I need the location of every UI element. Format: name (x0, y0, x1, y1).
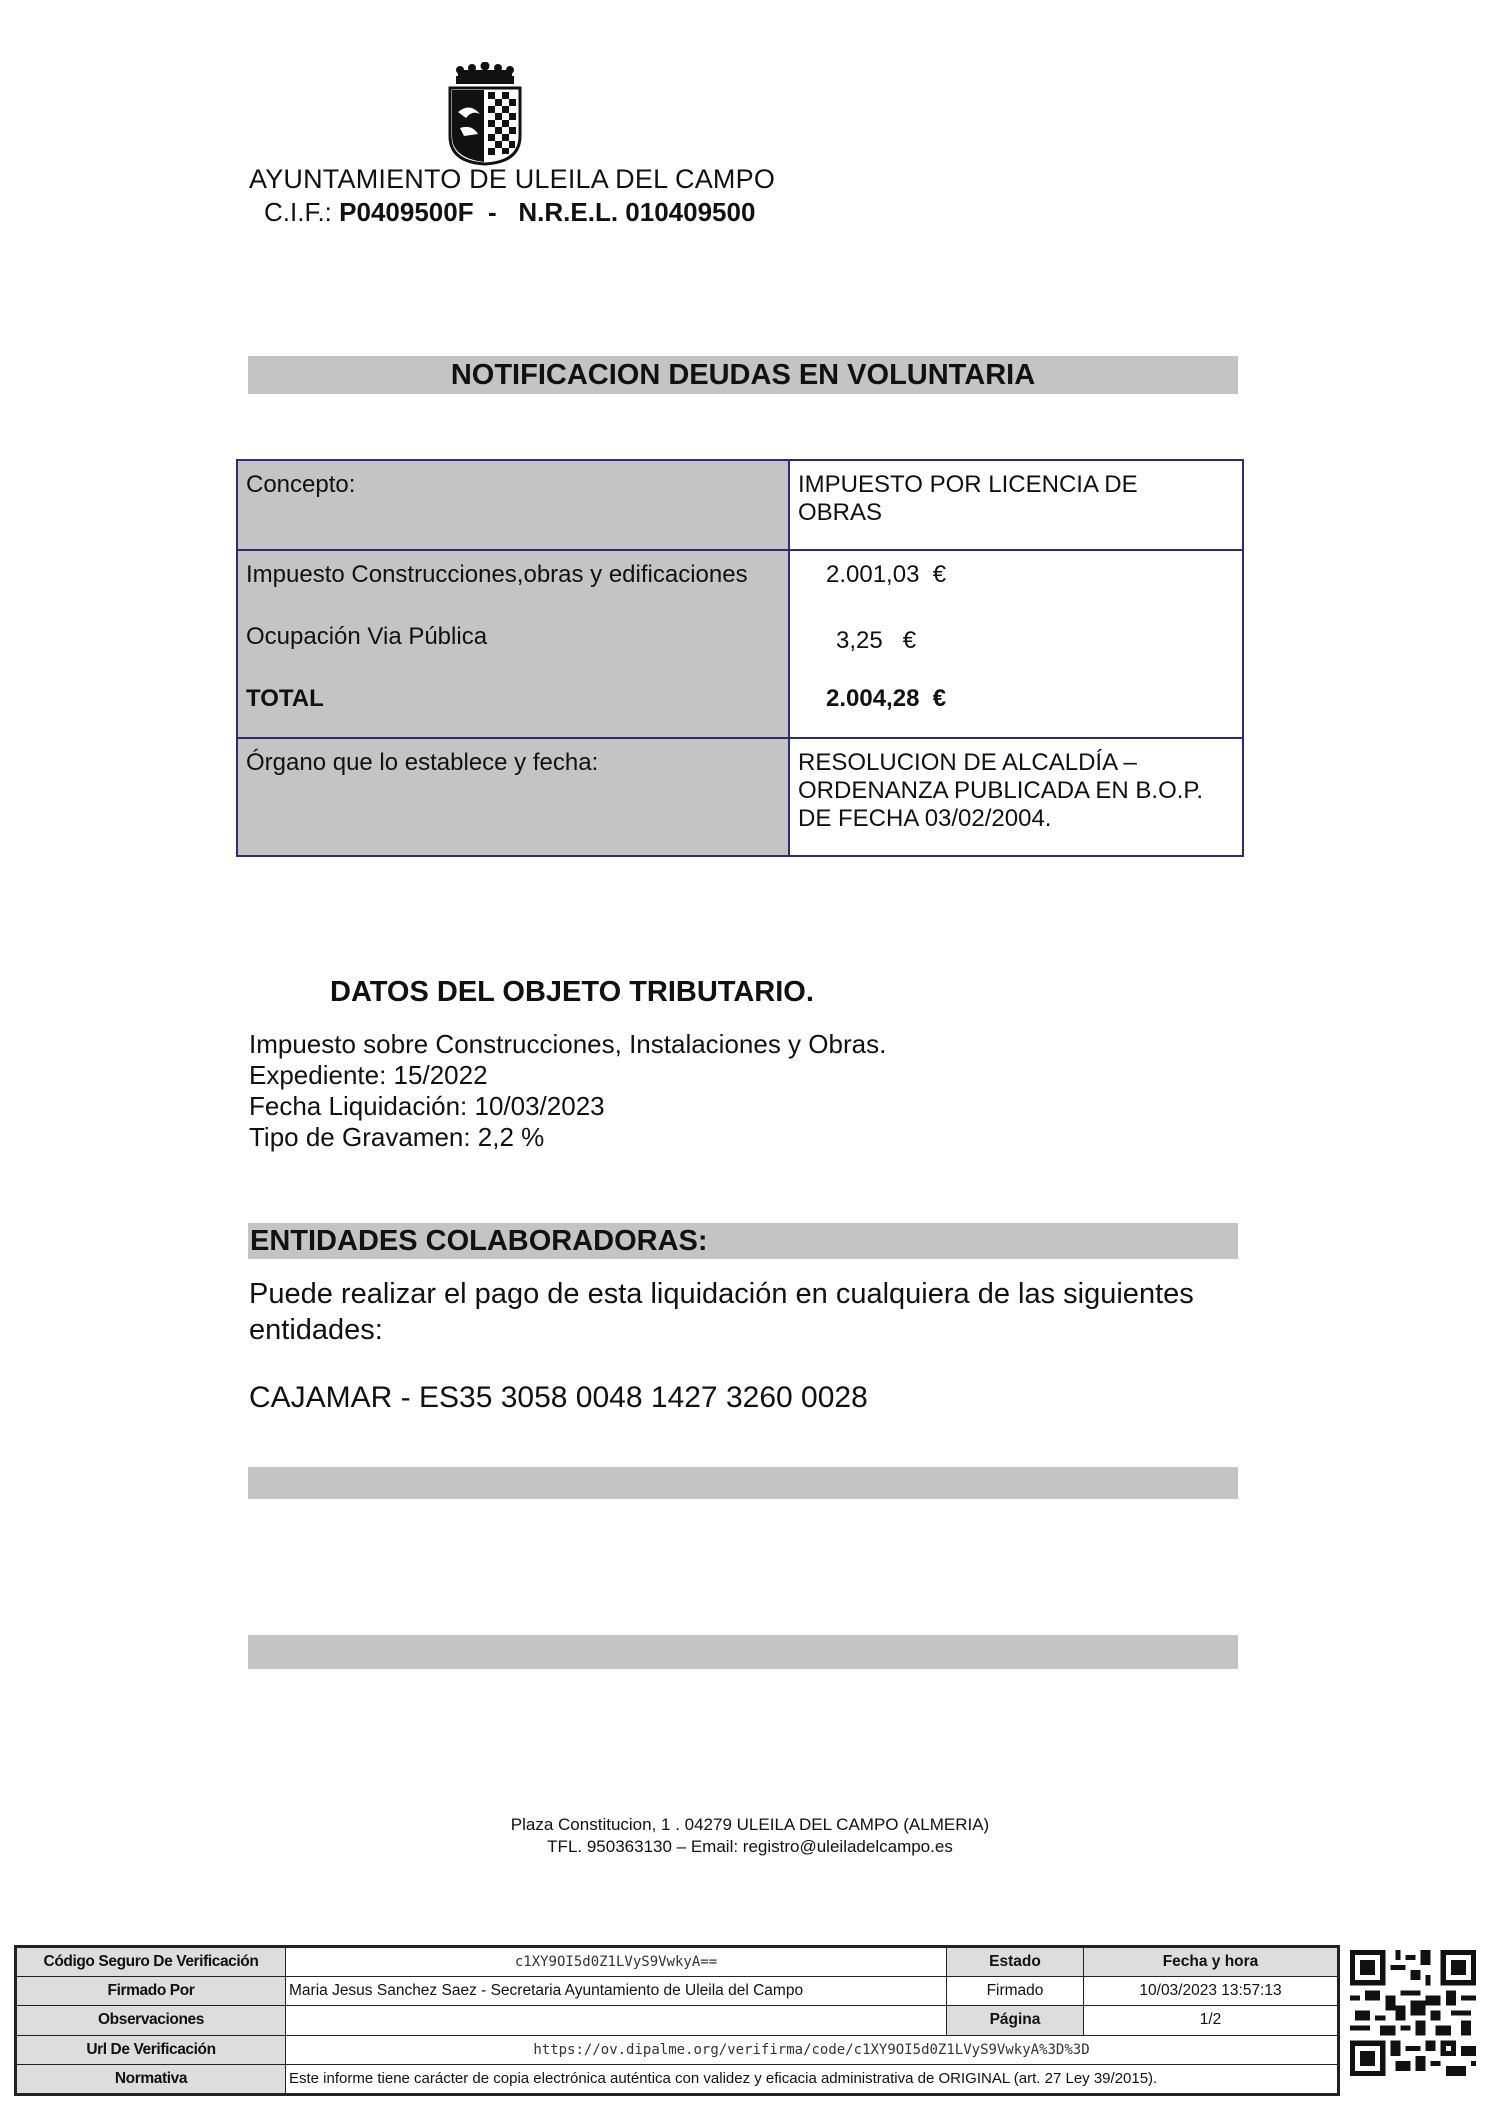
pagina-value: 1/2 (1084, 2006, 1338, 2035)
item2-amount: 3,25 (836, 627, 883, 654)
tax-object-line-2: Expediente: 15/2022 (249, 1060, 488, 1090)
item2-amount-row (826, 623, 1234, 685)
item1-label: Impuesto Construcciones,obras y edificaciones (246, 561, 748, 588)
tax-ids (264, 197, 755, 228)
tax-object-line-3: Fecha Liquidación: 10/03/2023 (249, 1091, 605, 1121)
footer-address: Plaza Constitucion, 1 . 04279 ULEILA DEL CAMPO (ALMERIA) (510, 1815, 990, 1834)
items-label-cell (238, 551, 790, 739)
estado-label: Estado (947, 1948, 1084, 1977)
table-row (17, 2064, 1338, 2093)
items-amount-cell (790, 551, 1242, 739)
item1-amount: 2.001,03 (826, 561, 920, 588)
bank-account: CAJAMAR - ES35 3058 0048 1427 3260 0028 (249, 1381, 868, 1414)
document-title: NOTIFICACION DEUDAS EN VOLUNTARIA (248, 356, 1238, 394)
debt-table (236, 459, 1244, 857)
table-row (17, 1977, 1338, 2006)
estado-value: Firmado (947, 1977, 1084, 2006)
organ-value-cell (790, 739, 1242, 855)
table-row (17, 1948, 1338, 1977)
obs-value (286, 2006, 947, 2035)
tax-object-line-4: Tipo de Gravamen: 2,2 % (249, 1122, 545, 1152)
tax-object-line-1: Impuesto sobre Construcciones, Instalaciones y Obras. (249, 1029, 887, 1059)
fecha-value: 10/03/2023 13:57:13 (1084, 1977, 1338, 2006)
coat-of-arms-logo (448, 62, 522, 166)
normativa-value: Este informe tiene carácter de copia electrónica auténtica con validez y eficacia administrativa de ORIGINAL (art. 27 Ley 39/2015). (286, 2064, 1338, 2093)
fecha-label: Fecha y hora (1084, 1948, 1338, 1977)
verification-table (16, 1947, 1338, 2094)
empty-section-bar (248, 1467, 1238, 1499)
concept-label-cell (238, 461, 790, 551)
payment-instructions: Puede realizar el pago de esta liquidación en cualquiera de las siguientes entidades: (249, 1278, 1194, 1346)
id-separator: - (488, 197, 497, 227)
qr-code-icon (1350, 1950, 1476, 2076)
tax-object-heading: DATOS DEL OBJETO TRIBUTARIO. (330, 976, 814, 1008)
cif-value: P0409500F (339, 197, 474, 227)
item1-amount-row (826, 561, 1234, 623)
concept-value-cell (790, 461, 1242, 551)
empty-section-bar (248, 1635, 1238, 1669)
currency-symbol: € (932, 561, 947, 588)
total-amount: 2.004,28 (826, 685, 920, 712)
concept-label: Concepto: (246, 471, 356, 498)
tax-object-details (249, 1029, 886, 1153)
normativa-label: Normativa (17, 2064, 286, 2093)
total-label: TOTAL (246, 685, 324, 712)
total-amount-row (826, 685, 1234, 747)
csv-label: Código Seguro De Verificación (17, 1948, 286, 1977)
organ-value-line-2: ORDENANZA PUBLICADA EN B.O.P. (798, 777, 1204, 804)
organ-label-cell (238, 739, 790, 855)
currency-symbol: € (902, 627, 917, 654)
organ-value-line-1: RESOLUCION DE ALCALDÍA – (798, 749, 1137, 776)
verification-url-link[interactable]: https://ov.dipalme.org/verifirma/code/c1XY9OI5d0Z1LVyS9VwkyA%3D%3D (286, 2035, 1338, 2064)
entities-heading: ENTIDADES COLABORADORAS: (248, 1223, 1238, 1259)
organ-value-line-3: DE FECHA 03/02/2004. (798, 805, 1052, 832)
footer-contact: TFL. 950363130 – Email: registro@uleiladelcampo.es (547, 1837, 953, 1856)
concept-value-line-2: OBRAS (798, 499, 883, 526)
table-row (17, 2006, 1338, 2035)
concept-value-line-1: IMPUESTO POR LICENCIA DE (798, 471, 1138, 498)
municipality-name: AYUNTAMIENTO DE ULEILA DEL CAMPO (249, 164, 776, 194)
organ-label: Órgano que lo establece y fecha: (246, 749, 599, 776)
obs-label: Observaciones (17, 2006, 286, 2035)
url-label: Url De Verificación (17, 2035, 286, 2064)
csv-value: c1XY9OI5d0Z1LVyS9VwkyA== (286, 1948, 947, 1977)
item2-label: Ocupación Via Pública (246, 623, 488, 650)
firmado-label: Firmado Por (17, 1977, 286, 2006)
nrel-value: N.R.E.L. 010409500 (518, 197, 756, 227)
currency-symbol: € (932, 685, 947, 712)
cif-label: C.I.F.: (264, 197, 332, 227)
table-row (17, 2035, 1338, 2064)
verification-box (14, 1945, 1340, 2096)
pagina-label: Página (947, 2006, 1084, 2035)
firmado-value: Maria Jesus Sanchez Saez - Secretaria Ayuntamiento de Uleila del Campo (286, 1977, 947, 2006)
